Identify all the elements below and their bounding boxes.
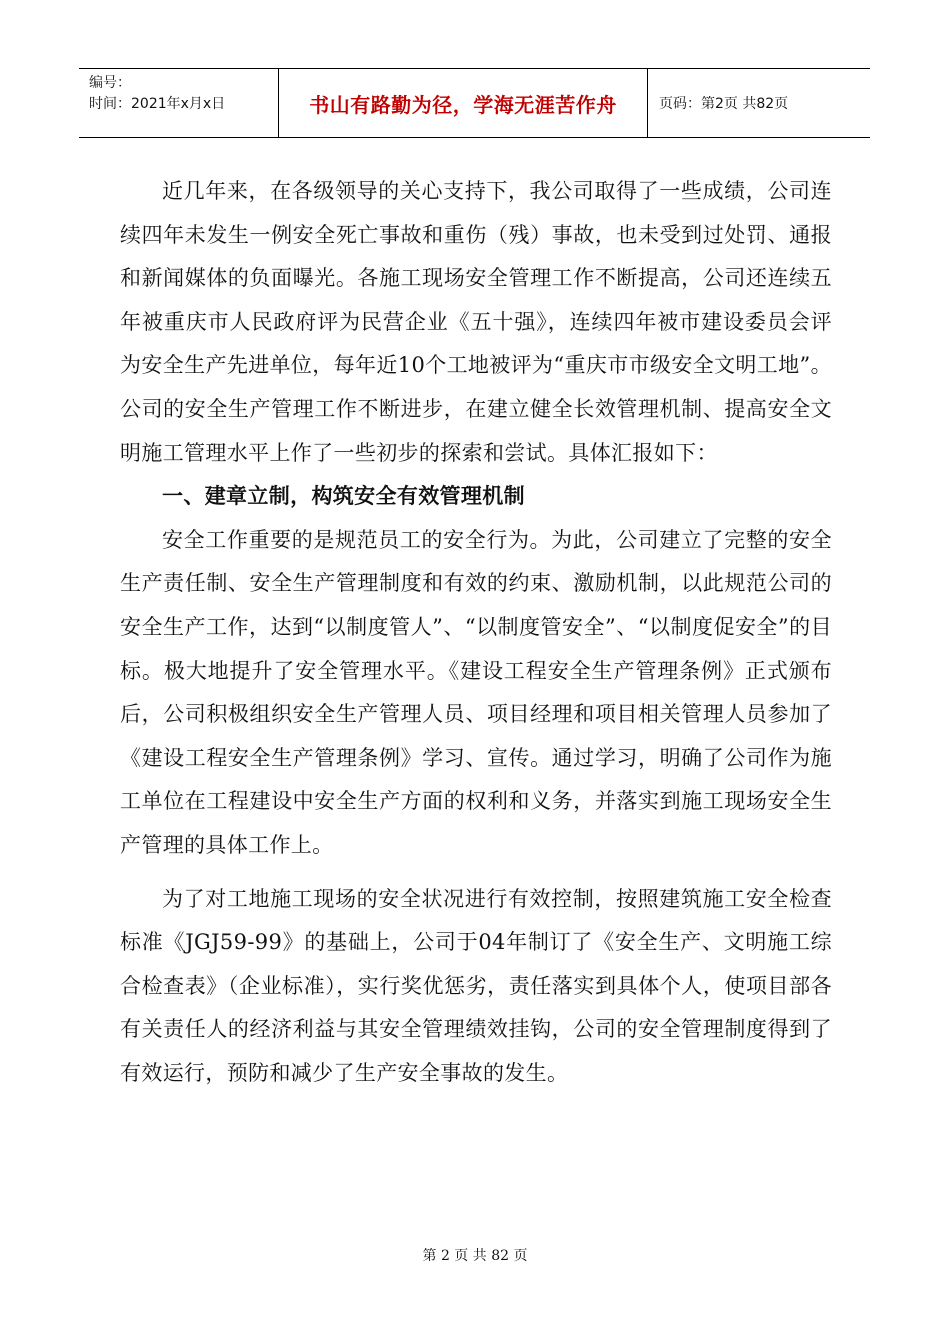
- page-header: [79, 68, 870, 138]
- section-heading: 一、建章立制，构筑安全有效管理机制: [162, 484, 525, 509]
- document-body: [120, 170, 832, 1095]
- serial-number-label: 编号：: [89, 75, 131, 91]
- header-meta: [79, 69, 279, 137]
- page-footer: 第 2 页 共 82 页: [422, 1248, 528, 1264]
- paragraph: 为了对工地施工现场的安全状况进行有效控制，按照建筑施工安全检查标准《JGJ59-99》的基础上，公司于04年制订了《安全生产、文明施工综合检查表》（企业标准），实行奖优惩劣，责任落实到具体个人，使项目部各有关责任人的经济利益与其安全管理绩效挂钩，公司的安全管理制度得到了有效运行，预防和减少了生产安全事故的发生。: [120, 886, 832, 1085]
- date-label: 时间：2021年x月x日: [89, 96, 226, 112]
- paragraph: 安全工作重要的是规范员工的安全行为。为此，公司建立了完整的安全生产责任制、安全生产管理制度和有效的约束、激励机制，以此规范公司的安全生产工作，达到“以制度管人”、“以制度管安全”、“以制度促安全”的目标。极大地提升了安全管理水平。《建设工程安全生产管理条例》正式颁布后，公司积极组织安全生产管理人员、项目经理和项目相关管理人员参加了《建设工程安全生产管理条例》学习、宣传。通过学习，明确了公司作为施工单位在工程建设中安全生产方面的权利和义务，并落实到施工现场安全生产管理的具体工作上。: [120, 527, 832, 857]
- paragraph: 近几年来，在各级领导的关心支持下，我公司取得了一些成绩，公司连续四年未发生一例安全死亡事故和重伤（残）事故，也未受到过处罚、通报和新闻媒体的负面曝光。各施工现场安全管理工作不断提高，公司还连续五年被重庆市人民政府评为民营企业《五十强》，连续四年被市建设委员会评为安全生产先进单位，每年近10个工地被评为“重庆市市级安全文明工地”。公司的安全生产管理工作不断进步，在建立健全长效管理机制、提高安全文明施工管理水平上作了一些初步的探索和尝试。具体汇报如下：: [120, 179, 832, 465]
- header-page-info: 页码：第2页 共82页: [659, 96, 789, 112]
- header-motto: 书山有路勤为径，学海无涯苦作舟: [279, 69, 648, 137]
